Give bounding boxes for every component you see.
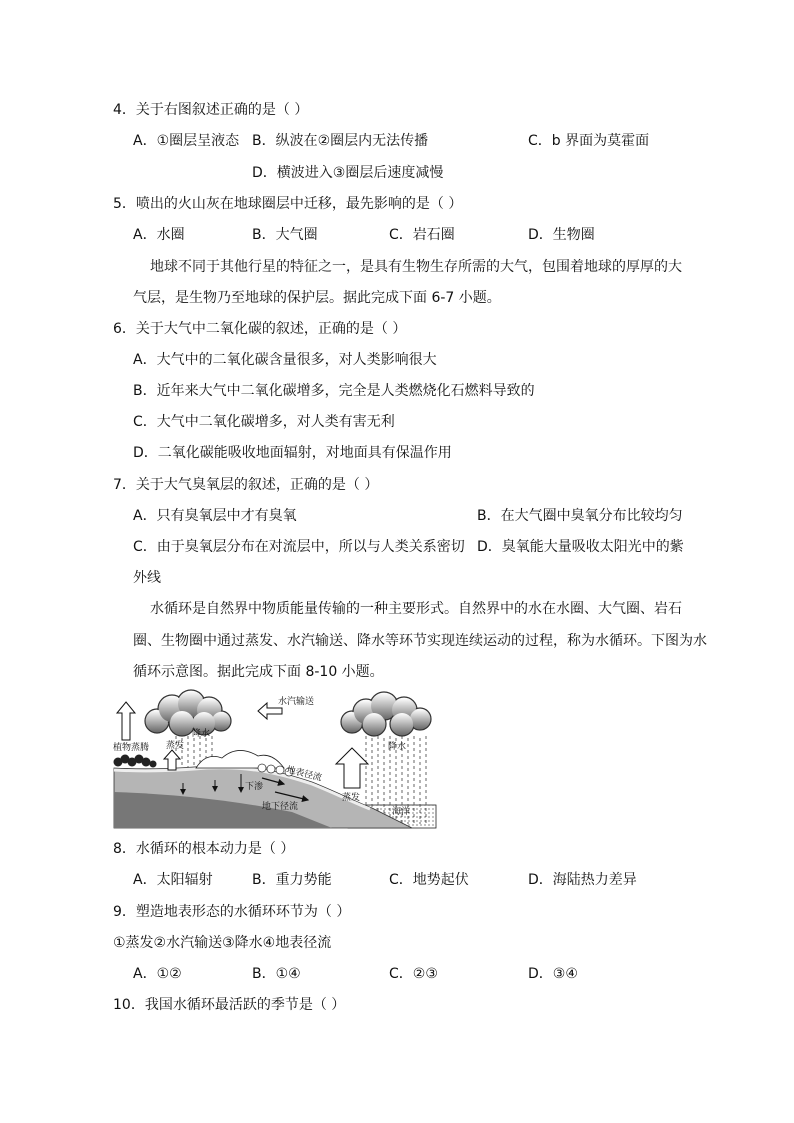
q6-option-b: B．近年来大气中二氧化碳增多，完全是人类燃烧化石燃料导致的 bbox=[133, 383, 535, 399]
q5-stem: 5．喷出的火山灰在地球圈层中迁移，最先影响的是（ ） bbox=[113, 196, 463, 212]
q10-stem: 10．我国水循环最活跃的季节是（ ） bbox=[113, 997, 346, 1013]
q5-option-d: D．生物圈 bbox=[528, 227, 595, 243]
label-vapor-transport: 水汽输送 bbox=[278, 697, 315, 707]
q5-option-a: A．水圈 bbox=[133, 227, 185, 243]
label-precipitation-sea: 降水 bbox=[388, 742, 407, 752]
q6-option-a: A．大气中的二氧化碳含量很多，对人类影响很大 bbox=[133, 352, 437, 368]
q4-stem: 4．关于右图叙述正确的是（ ） bbox=[113, 102, 309, 118]
transpiration-arrow bbox=[117, 702, 135, 740]
q6-stem: 6．关于大气中二氧化碳的叙述，正确的是（ ） bbox=[113, 321, 407, 337]
q9-stem: 9．塑造地表形态的水循环环节为（ ） bbox=[113, 904, 351, 920]
passage-6-7-line-2: 气层，是生物乃至地球的保护层。据此完成下面 6-7 小题。 bbox=[133, 290, 501, 306]
evaporation-sea-arrow bbox=[336, 748, 368, 788]
water-cycle-diagram bbox=[112, 688, 438, 832]
passage-8-10-line-3: 循环示意图。据此完成下面 8-10 小题。 bbox=[133, 664, 384, 680]
label-infiltration: 下渗 bbox=[245, 782, 264, 792]
q9-items: ①蒸发②水汽输送③降水④地表径流 bbox=[113, 935, 332, 951]
q7-option-d-continued: 外线 bbox=[133, 570, 161, 586]
q9-option-a: A．①② bbox=[133, 966, 182, 982]
passage-6-7-line-1: 地球不同于其他行星的特征之一，是具有生物生存所需的大气，包围着地球的厚厚的大 bbox=[150, 259, 682, 275]
q9-option-d: D．③④ bbox=[528, 966, 578, 982]
label-ocean: 海洋 bbox=[392, 807, 411, 817]
q7-option-d: D．臭氧能大量吸收太阳光中的紫 bbox=[477, 539, 684, 555]
q8-stem: 8．水循环的根本动力是（ ） bbox=[113, 841, 295, 857]
q4-option-a: A．①圈层呈液态 bbox=[133, 133, 240, 149]
q4-option-c: C．b 界面为莫霍面 bbox=[528, 133, 650, 149]
label-evaporation-land: 蒸发 bbox=[166, 741, 185, 751]
label-groundwater-runoff: 地下径流 bbox=[262, 802, 299, 812]
label-evaporation-sea: 蒸发 bbox=[342, 793, 361, 803]
q8-option-b: B．重力势能 bbox=[252, 872, 332, 888]
q6-option-d: D．二氧化碳能吸收地面辐射，对地面具有保温作用 bbox=[133, 445, 452, 461]
q7-option-c: C．由于臭氧层分布在对流层中，所以与人类关系密切 bbox=[133, 539, 465, 555]
evaporation-land-arrow bbox=[164, 750, 180, 770]
passage-8-10-line-2: 圈、生物圈中通过蒸发、水汽输送、降水等环节实现连续运动的过程，称为水循环。下图为水 bbox=[133, 633, 707, 649]
q8-option-d: D．海陆热力差异 bbox=[528, 872, 637, 888]
q7-option-a: A．只有臭氧层中才有臭氧 bbox=[133, 508, 297, 524]
label-surface-runoff: 地表径流 bbox=[285, 765, 323, 784]
cloud-sea bbox=[341, 692, 431, 736]
q5-option-c: C．岩石圈 bbox=[389, 227, 455, 243]
q8-option-a: A．太阳辐射 bbox=[133, 872, 213, 888]
q8-option-c: C．地势起伏 bbox=[389, 872, 469, 888]
q5-option-b: B．大气圈 bbox=[252, 227, 318, 243]
forest bbox=[114, 755, 157, 768]
cloud-land bbox=[145, 690, 231, 736]
label-precipitation-land: 降水 bbox=[192, 729, 211, 739]
label-transpiration: 植物蒸腾 bbox=[113, 743, 150, 753]
q7-stem: 7．关于大气臭氧层的叙述，正确的是（ ） bbox=[113, 477, 379, 493]
q9-option-b: B．①④ bbox=[252, 966, 301, 982]
q6-option-c: C．大气中二氧化碳增多，对人类有害无利 bbox=[133, 414, 395, 430]
q7-option-b: B．在大气圈中臭氧分布比较均匀 bbox=[477, 508, 683, 524]
q9-option-c: C．②③ bbox=[389, 966, 438, 982]
passage-8-10-line-1: 水循环是自然界中物质能量传输的一种主要形式。自然界中的水在水圈、大气圈、岩石 bbox=[150, 601, 682, 617]
q4-option-d: D．横波进入③圈层后速度减慢 bbox=[252, 165, 444, 181]
q4-option-b: B．纵波在②圈层内无法传播 bbox=[252, 133, 429, 149]
